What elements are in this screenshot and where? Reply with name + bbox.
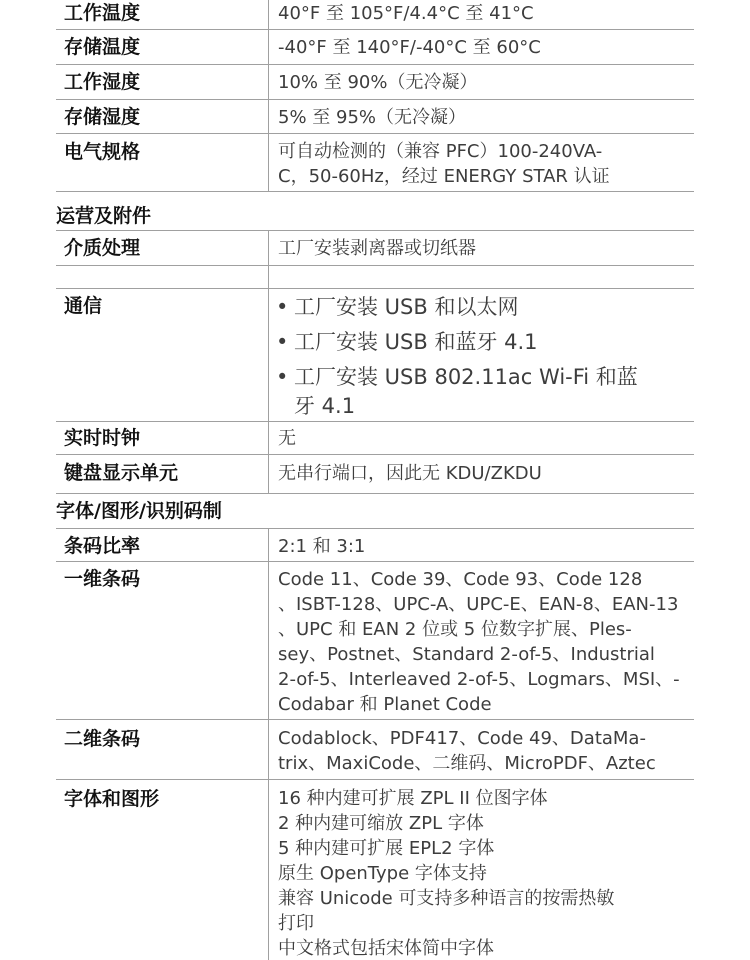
value-line: 可自动检测的（兼容 PFC）100-240VA-: [278, 141, 603, 162]
spec-label: 存储温度: [64, 36, 141, 58]
spec-row-barcode-ratio: [56, 528, 694, 562]
spec-value: [278, 726, 688, 776]
spec-value: -40°F 至 140°F/-40°C 至 60°C: [278, 37, 541, 58]
spec-value: [278, 786, 688, 960]
spec-label: 二维条码: [64, 728, 141, 750]
section-heading-fonts-symbologies: 字体/图形/识别码制: [56, 500, 222, 522]
value-line: 、UPC 和 EAN 2 位或 5 位数字扩展、Ples-: [278, 619, 632, 640]
value-line: 16 种内建可扩展 ZPL II 位图字体: [278, 788, 548, 809]
value-line: 2-of-5、Interleaved 2-of-5、Logmars、MSI、-: [278, 669, 680, 690]
value-line: Code 11、Code 39、Code 93、Code 128: [278, 569, 643, 590]
spec-value: [278, 567, 688, 717]
value-line: Codabar 和 Planet Code: [278, 694, 492, 715]
spec-row-communication: [56, 288, 694, 422]
spec-label: 条码比率: [64, 535, 141, 557]
spec-value: 2:1 和 3:1: [278, 536, 366, 557]
spec-row-operating-temp: [56, 0, 694, 30]
value-line: 5 种内建可扩展 EPL2 字体: [278, 838, 495, 859]
spec-label: 键盘显示单元: [64, 462, 179, 484]
spec-row-electrical: [56, 134, 694, 192]
spec-row-media-handling: [56, 230, 694, 266]
communication-list: [276, 293, 686, 421]
value-line: 中文格式包括宋体简中字体: [278, 938, 494, 959]
spec-row-operating-humidity: [56, 65, 694, 100]
value-line: 、ISBT-128、UPC-A、UPC-E、EAN-8、EAN-13: [278, 594, 679, 615]
value-line: 打印: [278, 913, 314, 934]
spec-value: 40°F 至 105°F/4.4°C 至 41°C: [278, 3, 534, 24]
spec-value: [278, 139, 688, 189]
spec-label: 电气规格: [64, 141, 141, 163]
spec-row-fonts-graphics: [56, 780, 694, 960]
spec-label: 实时时钟: [64, 427, 141, 449]
spec-label: 介质处理: [64, 237, 141, 259]
value-line: C，50-60Hz，经过 ENERGY STAR 认证: [278, 166, 610, 187]
spec-label: 一维条码: [64, 568, 141, 590]
spec-value: 5% 至 95%（无冷凝）: [278, 107, 467, 128]
list-item: • 工厂安装 USB 和以太网: [276, 293, 686, 322]
spec-row-storage-humidity: [56, 100, 694, 134]
list-item: • 工厂安装 USB 802.11ac Wi-Fi 和蓝 牙 4.1: [276, 363, 686, 421]
spec-value: 10% 至 90%（无冷凝）: [278, 72, 478, 93]
spec-row-storage-temp: [56, 30, 694, 65]
value-line: Codablock、PDF417、Code 49、DataMa-: [278, 728, 646, 749]
spec-label: 存储湿度: [64, 106, 141, 128]
value-line: 2 种内建可缩放 ZPL 字体: [278, 813, 484, 834]
value-line: sey、Postnet、Standard 2-of-5、Industrial: [278, 644, 655, 665]
spec-row-real-time-clock: [56, 422, 694, 455]
value-line: trix、MaxiCode、二维码、MicroPDF、Aztec: [278, 753, 656, 774]
spec-row-2d-barcodes: [56, 720, 694, 780]
spec-label: 工作湿度: [64, 71, 141, 93]
spec-label: 通信: [64, 295, 103, 317]
spec-label: 工作温度: [64, 2, 141, 24]
spec-row-kdu: [56, 455, 694, 494]
section-heading-operations: 运营及附件: [56, 205, 152, 227]
value-line: 兼容 Unicode 可支持多种语言的按需热敏: [278, 888, 615, 909]
spec-row-1d-barcodes: [56, 562, 694, 720]
spec-value: 无: [278, 428, 296, 449]
value-line: 原生 OpenType 字体支持: [278, 863, 487, 884]
spec-value: 无串行端口，因此无 KDU/ZKDU: [278, 463, 542, 484]
spec-value: 工厂安装剥离器或切纸器: [278, 238, 476, 259]
spec-label: 字体和图形: [64, 788, 160, 810]
list-item: • 工厂安装 USB 和蓝牙 4.1: [276, 328, 686, 357]
